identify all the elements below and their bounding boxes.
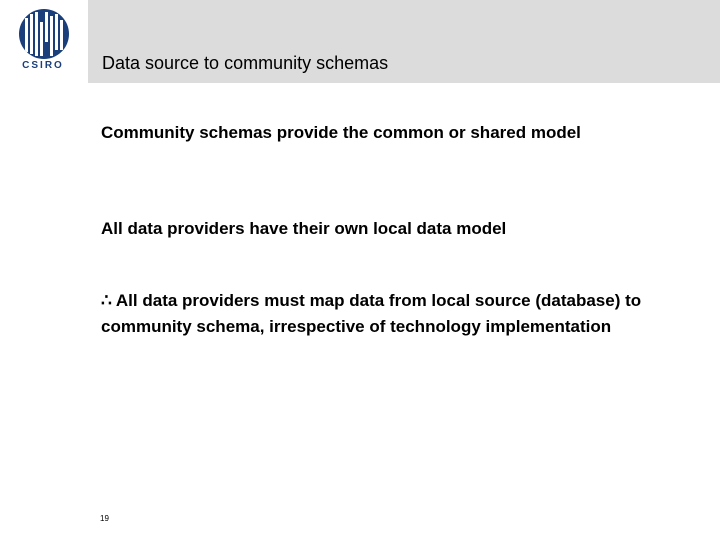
body-paragraph-3: ∴ All data providers must map data from local source (database) to community schema, irrespective of technology implementation — [101, 291, 642, 336]
slide-title: Data source to community schemas — [102, 53, 389, 73]
logo-wordmark: CSIRO — [22, 60, 64, 71]
logo-area — [0, 0, 88, 83]
body-paragraph-2: All data providers have their own local data model — [101, 219, 507, 238]
body-paragraph-1: Community schemas provide the common or shared model — [101, 123, 581, 142]
page-number: 19 — [100, 514, 109, 523]
csiro-logo-icon — [18, 8, 70, 60]
